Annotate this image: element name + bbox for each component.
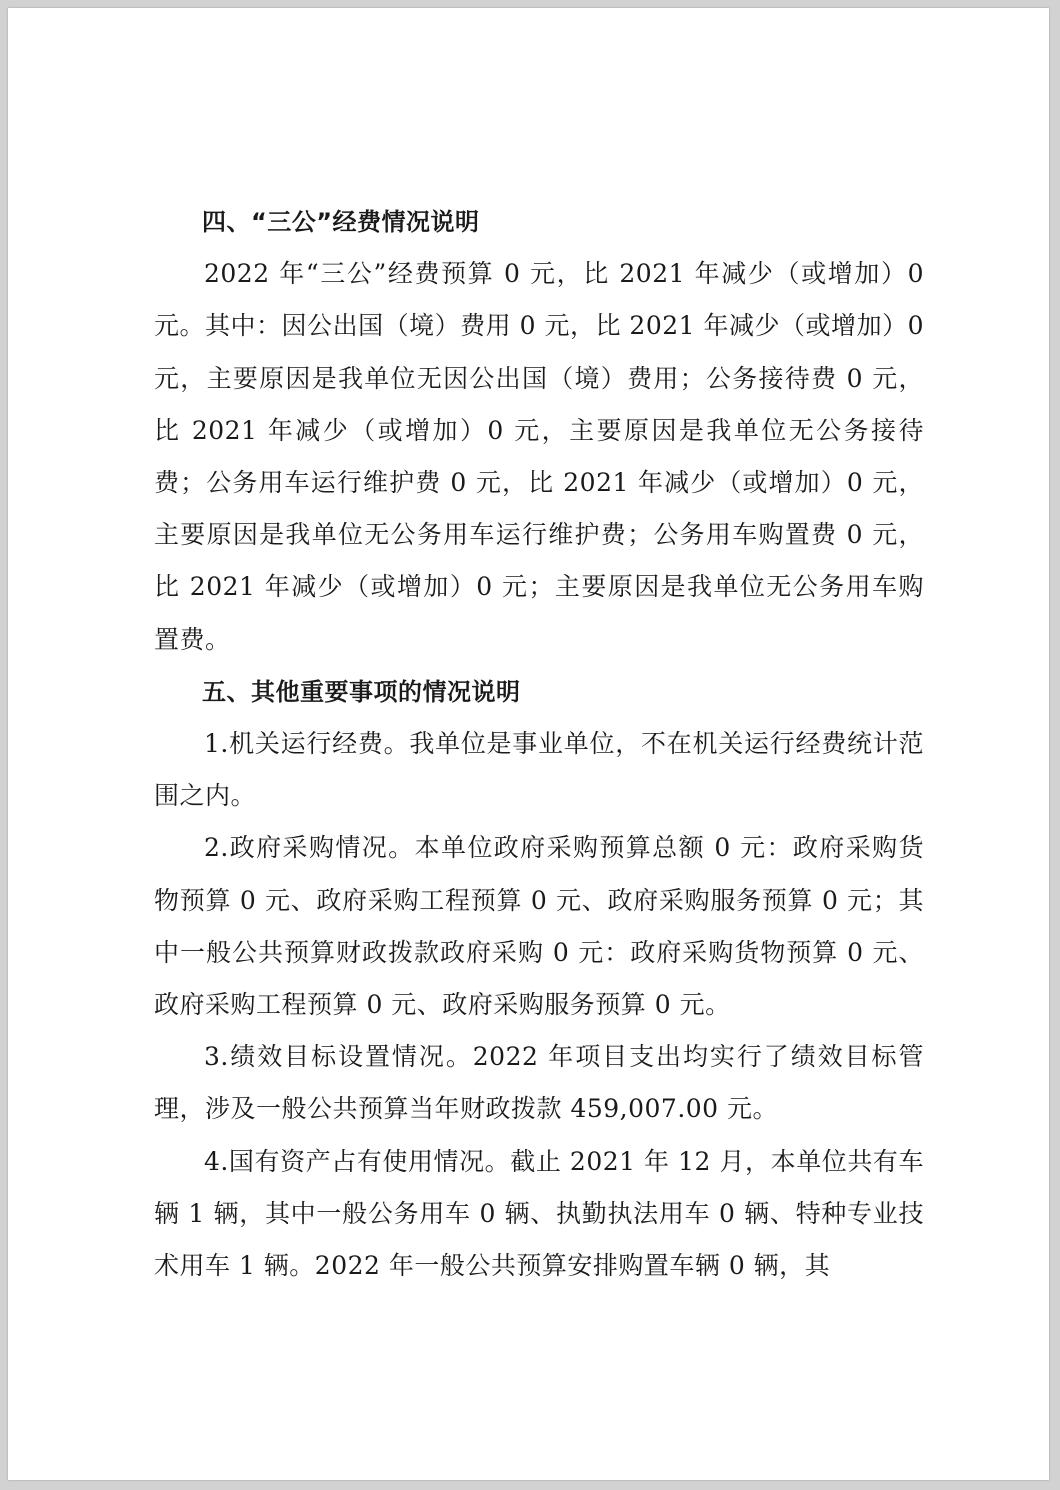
document-body xyxy=(154,196,924,1292)
section-5-heading: 五、其他重要事项的情况说明 xyxy=(202,677,521,706)
section-5-item-1: 1.机关运行经费。我单位是事业单位，不在机关运行经费统计范围之内。 xyxy=(154,729,924,811)
section-5-item-2: 2.政府采购情况。本单位政府采购预算总额 0 元：政府采购货物预算 0 元、政府采购工程预算 0 元、政府采购服务预算 0 元；其中一般公共预算财政拨款政府采购 0 元：政府采购货物预算 0 元、政府采购工程预算 0 元、政府采购服务预算 0 元。 xyxy=(154,833,924,1020)
section-4-heading: 四、“三公”经费情况说明 xyxy=(202,208,480,236)
section-5-item-4: 4.国有资产占有使用情况。截止 2021 年 12 月，本单位共有车辆 1 辆，其中一般公务用车 0 辆、执勤执法用车 0 辆、特种专业技术用车 1 辆。2022 年一般公共预算安排购置车辆 0 辆，其 xyxy=(154,1146,924,1281)
document-page xyxy=(8,8,1049,1480)
section-4-paragraph: 2022 年“三公”经费预算 0 元，比 2021 年减少（或增加）0 元。其中：因公出国（境）费用 0 元，比 2021 年减少（或增加）0 元，主要原因是我单位无因公出国（境）费用；公务接待费 0 元，比 2021 年减少（或增加）0 元，主要原因是我单位无公务接待费；公务用车运行维护费 0 元，比 2021 年减少（或增加）0 元，主要原因是我单位无公务用车运行维护费；公务用车购置费 0 元，比 2021 年减少（或增加）0 元；主要原因是我单位无公务用车购置费。 xyxy=(154,259,924,654)
section-5-item-3: 3.绩效目标设置情况。2022 年项目支出均实行了绩效目标管理，涉及一般公共预算当年财政拨款 459,007.00 元。 xyxy=(154,1042,924,1124)
